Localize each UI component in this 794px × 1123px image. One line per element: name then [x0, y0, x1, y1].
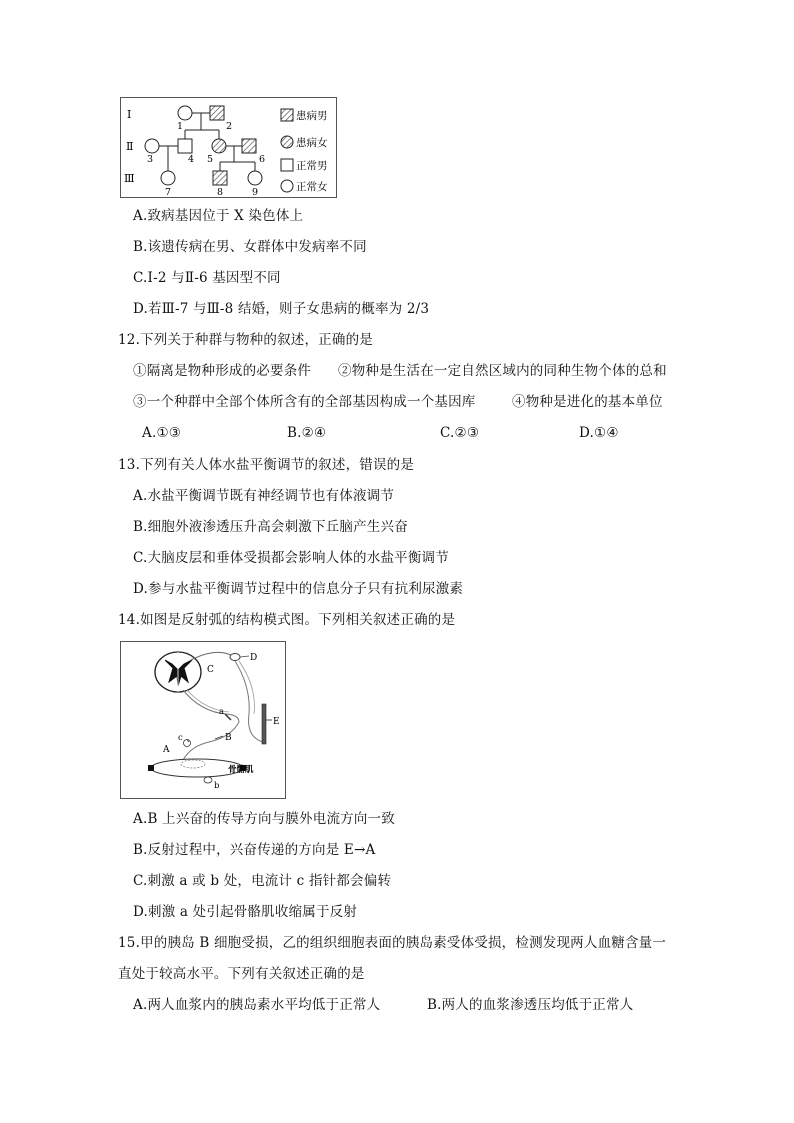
person-number-2: 2: [226, 121, 233, 132]
legend-affected-male: 患病男: [296, 110, 328, 122]
q14-option-c: C.刺激 a 或 b 处，电流计 c 指针都会偏转: [133, 873, 392, 889]
q11-option-d: D.若Ⅲ-7 与Ⅲ-8 结婚，则子女患病的概率为 2/3: [133, 301, 430, 317]
q15-option-a: A.两人血浆内的胰岛素水平均低于正常人: [133, 997, 381, 1013]
q13-stem: 13.下列有关人体水盐平衡调节的叙述，错误的是: [118, 457, 415, 473]
label-c: C: [207, 665, 214, 675]
label-e: E: [273, 717, 280, 727]
galvanometer-c: [184, 740, 191, 747]
q12-option-b: B.②④: [287, 425, 327, 441]
q14-option-a: A.B 上兴奋的传导方向与膜外电流方向一致: [133, 811, 395, 827]
gen-label-2: Ⅱ: [126, 140, 134, 153]
person-number-1: 1: [177, 121, 184, 132]
label-b-small: b: [214, 781, 220, 791]
label-d: D: [250, 653, 258, 663]
person-number-7: 7: [165, 187, 172, 198]
ganglion: [230, 654, 240, 661]
person-4-normal-male: [178, 139, 192, 153]
q12-option-d: D.①④: [579, 425, 619, 441]
person-5-affected-female: [212, 139, 226, 153]
stimulation-point-b: [204, 777, 212, 783]
pedigree-figure: [120, 97, 337, 198]
label-muscle: 骨骼肌: [228, 765, 254, 775]
person-6-affected-male: [242, 139, 256, 153]
q12-stem: 12.下列关于种群与物种的叙述，正确的是: [118, 332, 373, 348]
q13-option-d: D.参与水盐平衡调节过程中的信息分子只有抗利尿激素: [133, 581, 464, 597]
label-c-small: c: [178, 733, 183, 743]
q13-option-b: B.细胞外液渗透压升高会刺激下丘脑产生兴奋: [133, 519, 408, 535]
q15-stem-line-1: 15.甲的胰岛 B 细胞受损，乙的组织细胞表面的胰岛素受体受损，检测发现两人血糖含量一: [118, 935, 667, 951]
q11-option-c: C.Ⅰ-2 与Ⅱ-6 基因型不同: [133, 270, 281, 286]
person-number-4: 4: [188, 154, 195, 165]
q14-option-d: D.刺激 a 处引起骨骼肌收缩属于反射: [133, 904, 358, 920]
reflex-arc-figure: [120, 641, 286, 799]
person-9-normal-female: [248, 171, 262, 185]
gen-label-1: Ⅰ: [127, 108, 132, 121]
person-number-5: 5: [207, 154, 214, 165]
legend-normal-female: 正常女: [296, 181, 328, 193]
efferent-nerve: [183, 690, 239, 760]
q13-option-a: A.水盐平衡调节既有神经调节也有体液调节: [133, 488, 395, 504]
q12-option-c: C.②③: [440, 425, 480, 441]
q13-option-c: C.大脑皮层和垂体受损都会影响人体的水盐平衡调节: [133, 550, 449, 566]
person-number-3: 3: [147, 154, 154, 165]
q12-option-a: A.①③: [142, 425, 182, 441]
person-number-9: 9: [252, 187, 259, 198]
legend-affected-male-icon: [281, 109, 293, 121]
pedigree-chart: [121, 98, 338, 199]
q11-option-a: A.致病基因位于 X 染色体上: [133, 208, 304, 224]
q14-option-b: B.反射过程中，兴奋传递的方向是 E→A: [133, 842, 376, 858]
legend-normal-male: 正常男: [296, 160, 328, 172]
gen-label-3: Ⅲ: [124, 172, 135, 185]
legend-affected-female: 患病女: [296, 137, 328, 149]
q15-stem-line-2: 直处于较高水平。下列有关叙述正确的是: [118, 966, 365, 982]
afferent-nerve: [235, 661, 263, 742]
q12-statement-3: ③一个种群中全部个体所含有的全部基因构成一个基因库: [133, 394, 476, 410]
reflex-arc-diagram: [121, 642, 287, 800]
q14-stem: 14.如图是反射弧的结构模式图。下列相关叙述正确的是: [118, 612, 456, 628]
label-a: a: [219, 707, 225, 717]
person-2-affected-male: [210, 106, 224, 120]
person-1-normal-female: [178, 106, 192, 120]
legend-normal-female-icon: [281, 180, 293, 192]
person-number-6: 6: [259, 154, 266, 165]
legend-affected-female-icon: [281, 136, 293, 148]
q11-option-b: B.该遗传病在男、女群体中发病率不同: [133, 239, 367, 255]
q12-statement-1: ①隔离是物种形成的必要条件: [133, 363, 312, 379]
q12-statement-4: ④物种是进化的基本单位: [512, 394, 663, 410]
q15-option-b: B.两人的血浆渗透压均低于正常人: [427, 997, 634, 1013]
person-3-normal-female: [145, 139, 159, 153]
person-8-affected-male: [213, 171, 227, 185]
label-b-upper: B: [225, 733, 232, 743]
person-7-normal-female: [161, 171, 175, 185]
label-a-upper: A: [163, 745, 170, 755]
q12-statement-2: ②物种是生活在一定自然区域内的同种生物个体的总和: [338, 363, 667, 379]
legend-normal-male-icon: [281, 159, 293, 171]
receptor-e: [262, 704, 266, 744]
person-number-8: 8: [217, 187, 224, 198]
